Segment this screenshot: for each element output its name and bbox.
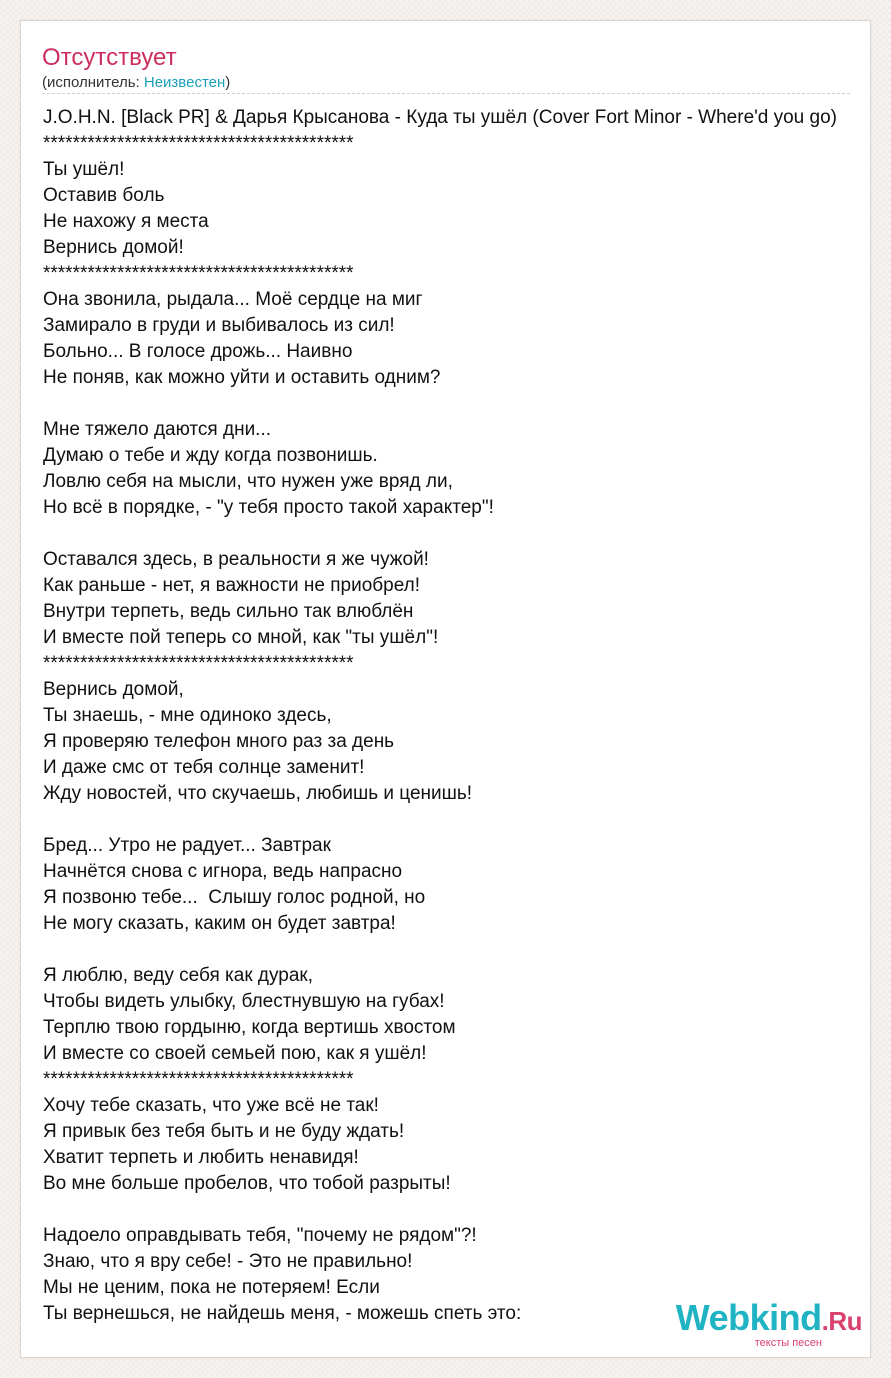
lyrics-card <box>20 20 871 1358</box>
logo-tld: .Ru <box>821 1306 862 1336</box>
site-logo[interactable] <box>675 1297 862 1349</box>
logo-wordmark <box>675 1297 862 1339</box>
artist-line <box>42 73 230 93</box>
artist-suffix: ) <box>225 74 231 91</box>
artist-link[interactable]: Неизвестен <box>143 74 226 91</box>
song-title: Отсутствует <box>42 44 177 71</box>
lyrics-text: J.O.H.N. [Black PR] & Дарья Крысанова - Куда ты ушёл (Cover Fort Minor - Where'd you go) ****************************************** Ты ушёл! Оставив боль Не нахожу я места Вернись домой! ****************************************** Она звонила, рыдала... Моё сердце на миг Замирало в груди и выбивалось из сил! Больно... В голосе дрожь... Наивно Не поняв, как можно уйти и оставить одним? Мне тяжело даются дни... Думаю о тебе и жду когда позвонишь. Ловлю себя на мысли, что нужен уже вряд ли, Но всё в порядке, - "у тебя просто такой характер"! Оставался здесь, в реальности я же чужой! Как раньше - нет, я важности не приобрел! Внутри терпеть, ведь сильно так влюблён И вместе пой теперь со мной, как "ты ушёл"! ****************************************** Вернись домой, Ты знаешь, - мне одиноко здесь, Я проверяю телефон много раз за день И даже смс от тебя солнце заменит! Жду новостей, что скучаешь, любишь и ценишь! Бред... Утро не радует... Завтрак Начнётся снова с игнора, ведь напрасно Я позвоню тебе... Слышу голос родной, но Не могу сказать, каким он будет завтра! Я люблю, веду себя как дурак, Чтобы видеть улыбку, блестнувшую на губах! Терплю твою гордыню, когда вертишь хвостом И вместе со своей семьей пою, как я ушёл! ****************************************** Хочу тебе сказать, что уже всё не так! Я привык без тебя быть и не буду ждать! Хватит терпеть и любить ненавидя! Во мне больше пробелов, что тобой разрыты! Надоело оправдывать тебя, "почему не рядом"?! Знаю, что я вру себе! - Это не правильно! Мы не ценим, пока не потеряем! Если Ты вернешься, не найдешь меня, - можешь спеть это: <box>43 107 837 1324</box>
logo-tagline: тексты песен <box>754 1337 822 1349</box>
header-divider <box>42 93 850 94</box>
artist-prefix: (исполнитель: <box>42 74 144 91</box>
logo-main-text: Webkind <box>675 1297 822 1338</box>
